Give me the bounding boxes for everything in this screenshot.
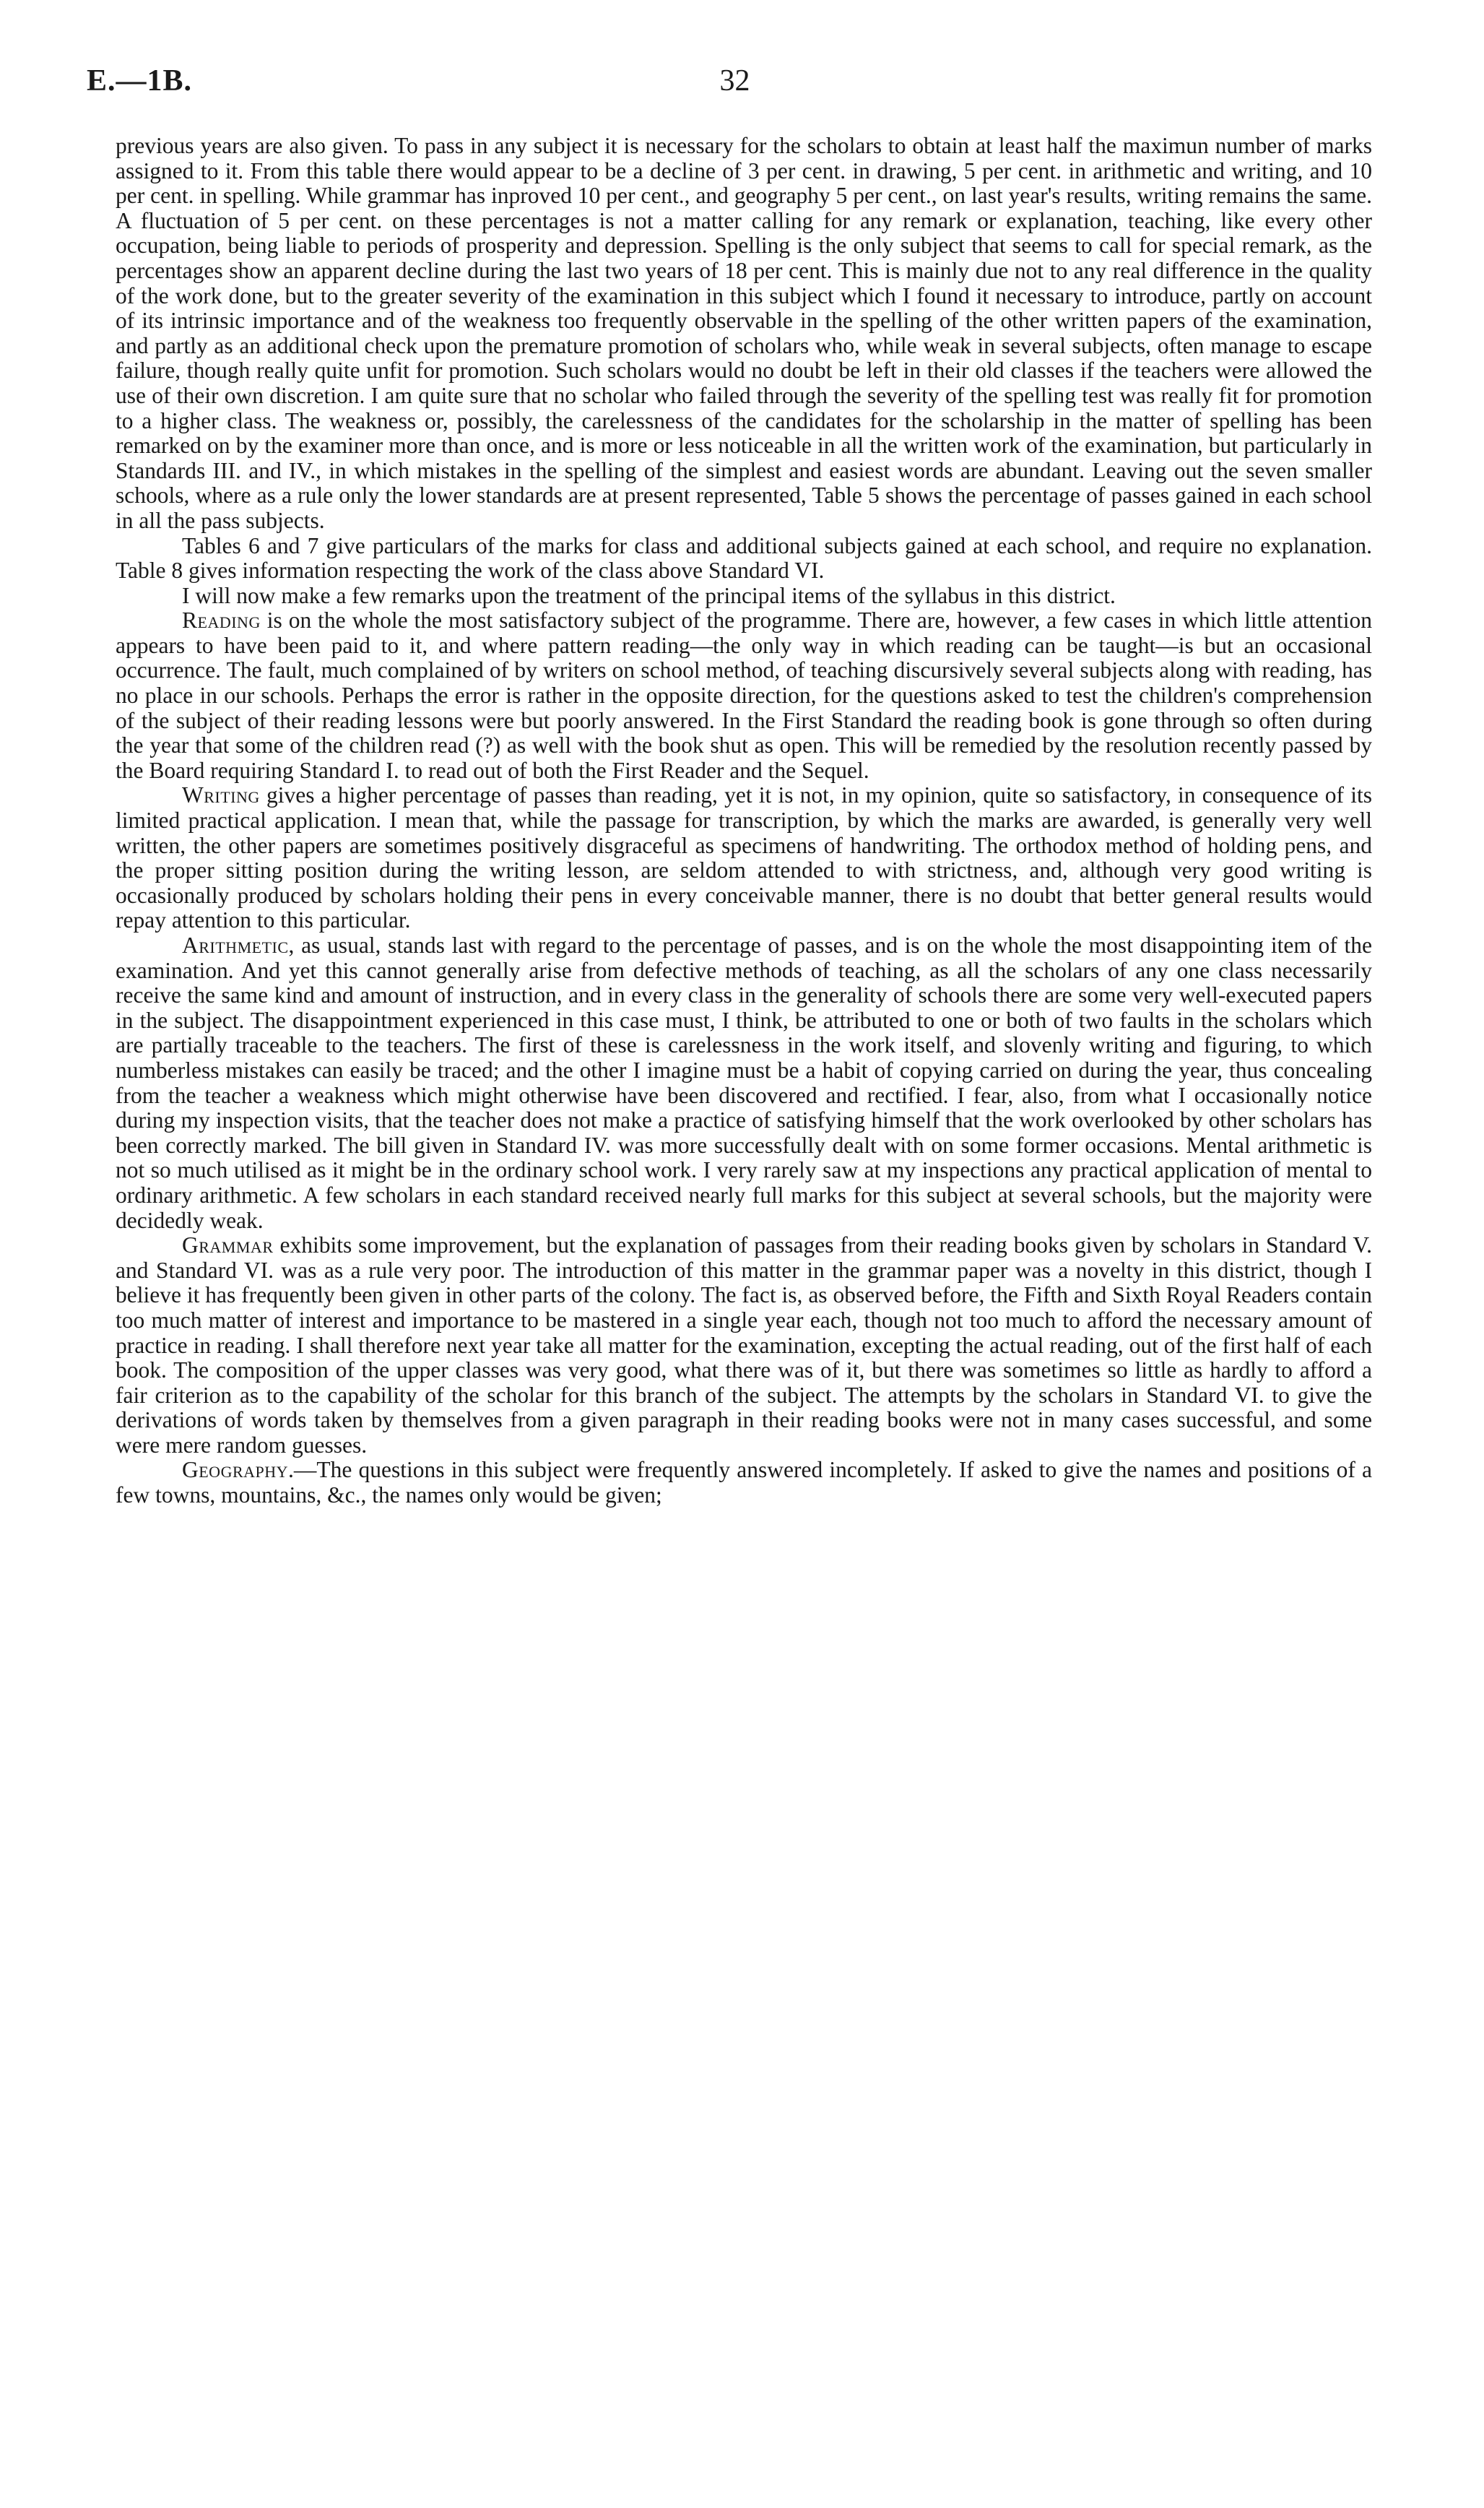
section-lead-reading: Reading: [182, 607, 261, 634]
document-reference: E.—1B.: [87, 64, 193, 98]
section-lead-grammar: Grammar: [182, 1232, 274, 1258]
paragraph-text: Tables 6 and 7 give particulars of the marks for class and additional subjects gained at each school, and require no explanation. Table 8 gives information respecting the work of the class above Standard VI.: [116, 532, 1372, 584]
paragraph-text: previous years are also given. To pass in any subject it is necessary for the scholars to obtain at least half the maximun number of marks assigned to it. From this table there would appear to be a decline of 3 per cent. in drawing, 5 per cent. in arithmetic and writing, and 10 per cent. in spelling. While grammar has inproved 10 per cent., and geography 5 per cent., on last year's results, writing remains the same. A fluctuation of 5 per cent. on these percentages is not a matter calling for any remark or explanation, teaching, like every other occupation, being liable to periods of prosperity and depression. Spelling is the only subject that seems to call for special remark, as the percentages show an apparent decline during the last two years of 18 per cent. This is mainly due not to any real difference in the quality of the work done, but to the greater severity of the examination in this subject which I found it necessary to introduce, partly on account of its intrinsic importance and of the weakness too frequently observable in the spelling of the other written papers of the examination, and partly as an additional check upon the premature promotion of scholars who, while weak in several subjects, often manage to escape failure, though really quite unfit for promotion. Such scholars would no doubt be left in their old classes if the teachers were allowed the use of their own discretion. I am quite sure that no scholar who failed through the severity of the spelling test was really fit for promotion to a higher class. The weakness or, possibly, the carelessness of the candidates for the scholarship in the matter of spelling has been remarked on by the examiner more than once, and is more or less noticeable in all the written work of the examination, but particularly in Standards III. and IV., in which mistakes in the spelling of the simplest and easiest words are abundant. Leaving out the seven smaller schools, where as a rule only the lower standards are at present represented, Table 5 shows the percentage of passes gained in each school in all the pass subjects.: [116, 133, 1372, 533]
paragraph-text: .—The questions in this subject were frequently answered incompletely. If asked to give the names and positions of a few towns, mountains, &c., the names only would be given;: [116, 1457, 1372, 1508]
paragraph-geography: [116, 1458, 1372, 1508]
page-number: 32: [719, 64, 750, 98]
section-lead-arithmetic: Arithmetic: [182, 933, 289, 958]
paragraph-reading: [116, 608, 1372, 783]
paragraph-text: is on the whole the most satisfactory subject of the programme. There are, however, a few cases in which little attention appears to have been paid to it, and where pattern reading—the only way in which reading can be taught—is but an occasional occurrence. The fault, much complained of by writers on school method, of teaching discursively several subjects along with reading, has no place in our schools. Perhaps the error is rather in the opposite direction, for the questions asked to test the children's comprehension of the subject of their reading lessons were but poorly answered. In the First Standard the reading book is gone through so often during the year that some of the children read (?) as well with the book shut as open. This will be remedied by the resolution recently passed by the Board requiring Standard I. to read out of both the First Reader and the Sequel.: [116, 607, 1372, 783]
paragraph-grammar: [116, 1233, 1372, 1458]
paragraph-text: gives a higher percentage of passes than reading, yet it is not, in my opinion, quite so satisfactory, in consequence of its limited practical application. I mean that, while the passage for transcription, by which the marks are awarded, is generally very well written, the other papers are sometimes positively disgraceful as specimens of handwriting. The orthodox method of holding pens, and the proper sitting position during the writing lesson, are seldom attended to with strictness, and, although very good writing is occasionally produced by scholars holding their pens in every conceivable manner, there is no doubt that better general results would repay attention to this particular.: [116, 782, 1372, 933]
paragraph-writing: [116, 783, 1372, 933]
section-lead-geography: Geography: [182, 1457, 289, 1483]
section-lead-writing: Writing: [182, 782, 260, 808]
page-header: [87, 64, 1383, 114]
paragraph-continuation: [116, 134, 1372, 534]
report-body: [116, 134, 1372, 1508]
paragraph-arithmetic: [116, 933, 1372, 1233]
paragraph-text: exhibits some improvement, but the explanation of passages from their reading books given by scholars in Standard V. and Standard VI. was as a rule very poor. The introduction of this matter in the grammar paper was a novelty in this district, though I believe it has frequently been given in other parts of the colony. The fact is, as observed before, the Fifth and Sixth Royal Readers contain too much matter of interest and importance to be mastered in a single year each, though not too much to afford the necessary amount of practice in reading. I shall therefore next year take all matter for the examination, excepting the actual reading, out of the first half of each book. The composition of the upper classes was very good, what there was of it, but there was sometimes so little as hardly to afford a fair criterion as to the capability of the scholar for this branch of the subject. The attempts by the scholars in Standard VI. to give the derivations of words taken by themselves from a given paragraph in their reading books were not in many cases successful, and some were mere random guesses.: [116, 1232, 1372, 1458]
paragraph-text: I will now make a few remarks upon the treatment of the principal items of the syllabus in this district.: [182, 582, 1116, 608]
paragraph-intro-syllabus: [116, 584, 1372, 609]
paragraph-tables: [116, 534, 1372, 584]
paragraph-text: , as usual, stands last with regard to the percentage of passes, and is on the whole the most disappointing item of the examination. And yet this cannot generally arise from defective methods of teaching, as all the scholars of any one class necessarily receive the same kind and amount of instruction, and in every class in the generality of schools there are some very well-executed papers in the subject. The disappointment experienced in this case must, I think, be attributed to one or both of two faults in the scholars which are partially traceable to the teachers. The first of these is carelessness in the work itself, and slovenly writing and figuring, to which numberless mistakes can easily be traced; and the other I imagine must be a habit of copying carried on during the year, thus concealing from the teacher a weakness which might otherwise have been discovered and rectified. I fear, also, from what I occasionally notice during my inspection visits, that the teacher does not make a practice of satisfying himself that the work overlooked by other scholars has been correctly marked. The bill given in Standard IV. was more successfully dealt with on some former occasions. Mental arithmetic is not so much utilised as it might be in the ordinary school work. I very rarely saw at my inspections any practical application of mental to ordinary arithmetic. A few scholars in each standard received nearly full marks for this subject at several schools, but the majority were decidedly weak.: [116, 933, 1372, 1233]
